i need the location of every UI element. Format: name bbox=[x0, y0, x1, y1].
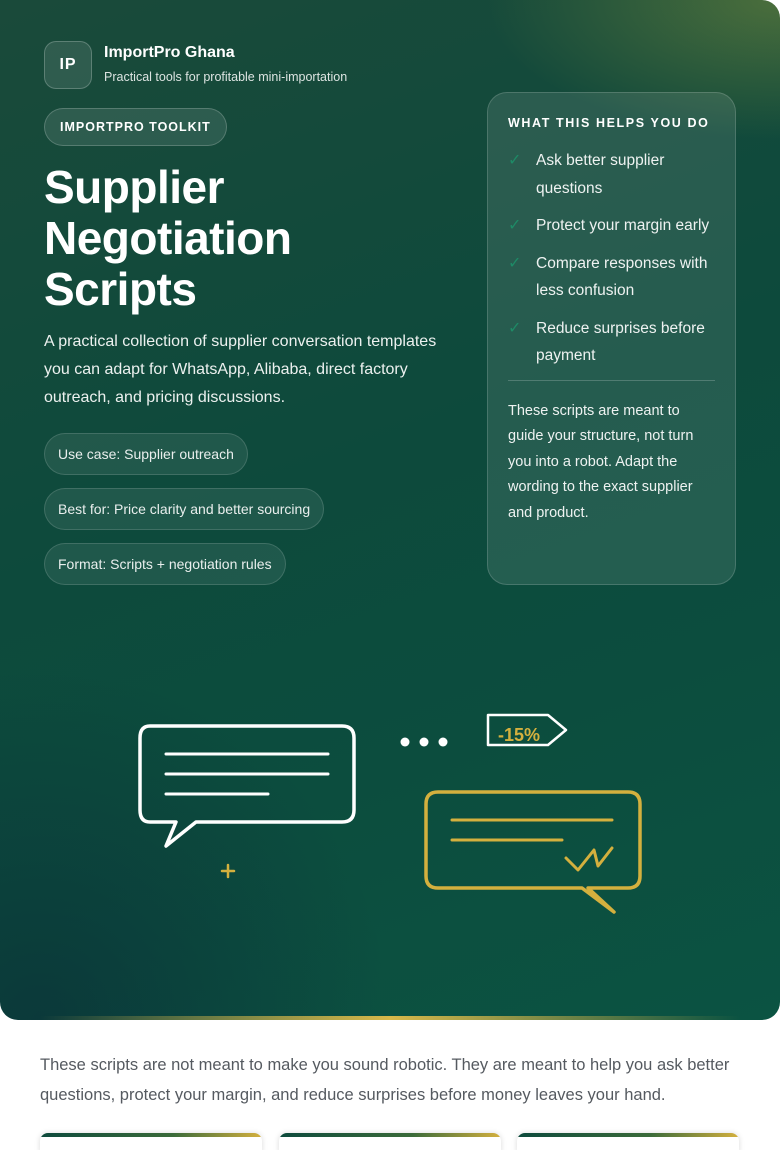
toolkit-badge: IMPORTPRO TOOLKIT bbox=[44, 108, 227, 146]
discount-tag-icon bbox=[488, 715, 566, 745]
feature-card[interactable] bbox=[40, 1133, 262, 1150]
helps-note: These scripts are meant to guide your structure, not turn you into a robot. Adapt the wording to the exact supplier and product. bbox=[508, 402, 694, 521]
discount-tag-label: -15% bbox=[498, 725, 541, 745]
brand-logo[interactable]: IP bbox=[44, 41, 92, 89]
brand-name[interactable]: ImportPro Ghana bbox=[104, 44, 235, 61]
feature-card[interactable] bbox=[517, 1133, 739, 1150]
check-icon: ✓ bbox=[508, 254, 522, 272]
chat-bubble-left-icon bbox=[140, 726, 354, 846]
gold-divider bbox=[40, 1016, 740, 1020]
helps-divider bbox=[508, 380, 715, 381]
chat-bubble-right-icon bbox=[426, 792, 640, 912]
card-accent-bar bbox=[279, 1133, 501, 1137]
helps-item-label: Protect your margin early bbox=[536, 217, 710, 234]
feature-card[interactable] bbox=[279, 1133, 501, 1150]
brand-tagline: Practical tools for profitable mini-importation bbox=[104, 70, 348, 84]
helps-list-item bbox=[508, 250, 715, 305]
meta-pill-format: Format: Scripts + negotiation rules bbox=[44, 543, 286, 585]
helps-card-title: WHAT THIS HELPS YOU DO bbox=[508, 116, 710, 130]
meta-pill-best-for: Best for: Price clarity and better sourcing bbox=[44, 488, 324, 530]
card-accent-bar bbox=[40, 1133, 262, 1137]
helps-item-label: Ask better supplier questions bbox=[536, 152, 665, 197]
check-icon: ✓ bbox=[508, 152, 522, 169]
page-title: Supplier Negotiation Scripts bbox=[44, 161, 292, 315]
meta-pill-use-case: Use case: Supplier outreach bbox=[44, 433, 248, 475]
helps-list bbox=[508, 147, 715, 370]
hero-lead-text: A practical collection of supplier conversation templates you can adapt for WhatsApp, Alibaba, direct factory outreach, and pricing discussions. bbox=[44, 333, 437, 406]
check-icon: ✓ bbox=[508, 319, 522, 337]
typing-dots-icon bbox=[401, 738, 448, 747]
helps-card bbox=[487, 92, 736, 585]
plus-icon bbox=[222, 865, 234, 877]
helps-list-item bbox=[508, 212, 715, 240]
intro-paragraph: These scripts are not meant to make you sound robotic. They are meant to help you ask better questions, protect your margin, and reduce surprises before money leaves your hand. bbox=[40, 1056, 730, 1104]
negotiation-illustration bbox=[120, 700, 660, 930]
helps-list-item bbox=[508, 315, 715, 370]
helps-item-label: Reduce surprises before payment bbox=[536, 319, 705, 364]
helps-item-label: Compare responses with less confusion bbox=[536, 254, 708, 299]
check-icon: ✓ bbox=[508, 217, 522, 234]
helps-list-item bbox=[508, 147, 715, 202]
card-accent-bar bbox=[517, 1133, 739, 1137]
